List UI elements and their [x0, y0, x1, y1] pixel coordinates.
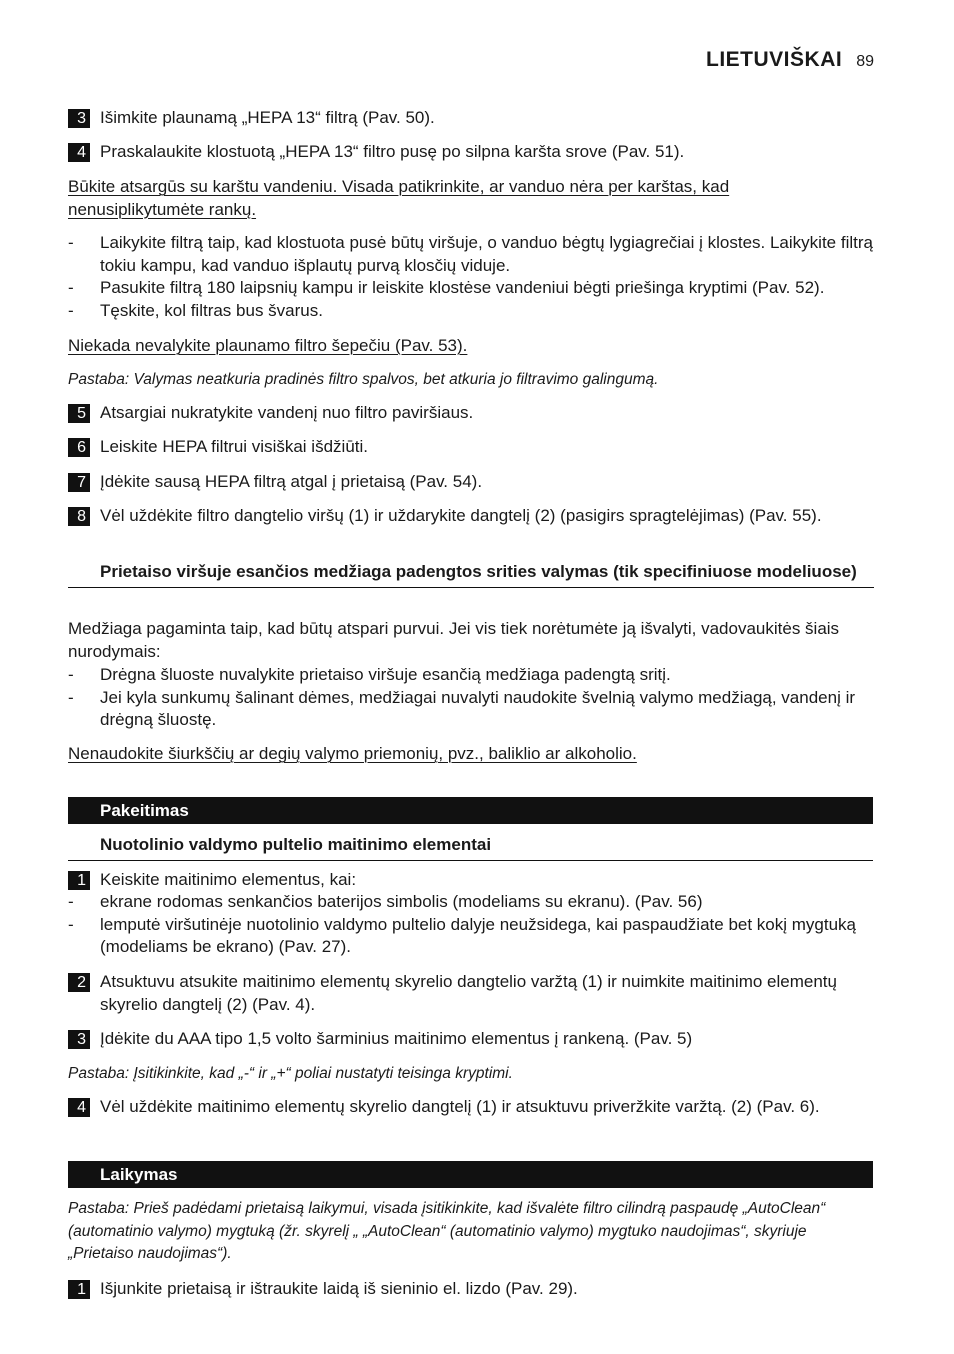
step-text: Įdėkite du AAA tipo 1,5 volto šarminius maitinimo elementus į rankeną. (Pav. 5) — [100, 1029, 693, 1048]
section-heading-replacement: Pakeitimas — [68, 797, 873, 824]
step-number: 7 — [68, 473, 90, 492]
step-5 — [68, 402, 874, 425]
list-item: - Drėgna šluoste nuvalykite prietaiso viršuje esančią medžiaga padengtą sritį. — [68, 664, 874, 687]
step-2-open-compartment — [68, 971, 874, 1016]
list-item: - Tęskite, kol filtras bus švarus. — [68, 300, 874, 323]
list-item: - Jei kyla sunkumų šalinant dėmes, medžiagai nuvalyti naudokite švelnią valymo medžiagą, vandenį ir drėgną šluostę. — [68, 687, 874, 732]
step-number: 2 — [68, 973, 90, 992]
step-3-insert-batteries — [68, 1028, 874, 1051]
step-number: 3 — [68, 1030, 90, 1049]
step-4-rinse-filter — [68, 141, 874, 164]
hot-water-warning — [68, 176, 874, 221]
fabric-intro: Medžiaga pagaminta taip, kad būtų atspari purvui. Jei vis tiek norėtumėte ją išvalyti, vadovaukitės šiais nurodymais: — [68, 619, 840, 661]
step-number: 8 — [68, 507, 90, 526]
fabric-cleaning-heading: Prietaiso viršuje esančios medžiaga padengtos srities valymas (tik specifiniuose modeliuose) — [68, 561, 874, 588]
step-text: Vėl uždėkite maitinimo elementų skyrelio dangtelį (1) ir atsuktuvu priveržkite varžtą. (2) (Pav. 6). — [100, 1097, 820, 1116]
step-text: Praskalaukite klostuotą „HEPA 13“ filtro pusę po silpna karšta srove (Pav. 51). — [100, 142, 685, 161]
step-number: 6 — [68, 438, 90, 457]
step-8 — [68, 505, 874, 528]
step-number: 1 — [68, 1280, 90, 1299]
step-3-remove-filter — [68, 107, 874, 130]
list-item: - Laikykite filtrą taip, kad klostuota pusė būtų viršuje, o vanduo bėgtų lygiagrečiai į klostes. Laikykite filtrą tokiu kampu, kad vanduo išplautų purvą klosčių viduje. — [68, 232, 874, 277]
polarity-note: Pastaba: Įsitikinkite, kad „-“ ir „+“ poliai nustatyti teisinga kryptimi. — [68, 1065, 513, 1082]
storage-note: Pastaba: Prieš padėdami prietaisą laikymui, visada įsitikinkite, kad išvalėte filtro cilindrą paspaudę „AutoClean“ (automatinio valymo) mygtuką (žr. skyrelį „ „AutoClean“ (automatinio valymo) mygtuko naudojimas“, skyriuje „Prietaiso naudojimas“). — [68, 1200, 826, 1262]
step-number: 1 — [68, 871, 90, 890]
warning-line-1: Būkite atsargūs su karštu vandeniu. Visada patikrinkite, ar vanduo nėra per karštas, kad — [68, 177, 730, 196]
section-heading-storage: Laikymas — [68, 1161, 873, 1188]
fabric-instructions — [68, 664, 874, 732]
step-1-unplug — [68, 1278, 874, 1301]
step-number: 3 — [68, 109, 90, 128]
page-header — [706, 48, 874, 72]
step-text: Vėl uždėkite filtro dangtelio viršų (1) ir uždarykite dangtelį (2) (pasigirs spragtelėjimas) (Pav. 55). — [100, 506, 822, 525]
list-item: - ekrane rodomas senkančios baterijos simbolis (modeliams su ekranu). (Pav. 56) — [68, 891, 874, 914]
step-text: Atsuktuvu atsukite maitinimo elementų skyrelio dangtelio varžtą (1) ir nuimkite maitinimo elementų skyrelio dangtelį (2) (Pav. 4). — [100, 972, 837, 1014]
step-7 — [68, 471, 874, 494]
brush-warning: Niekada nevalykite plaunamo filtro šepečiu (Pav. 53). — [68, 336, 468, 355]
step-text: Išimkite plaunamą „HEPA 13“ filtrą (Pav. 50). — [100, 108, 435, 127]
remote-batteries-heading: Nuotolinio valdymo pultelio maitinimo elementai — [68, 834, 873, 861]
page-number: 89 — [856, 53, 874, 70]
list-item: - lemputė viršutinėje nuotolinio valdymo pultelio dalyje neužsidega, kai paspaudžiate bet kokį mygtuką (modeliams be ekrano) (Pav. 27). — [68, 914, 874, 959]
battery-conditions — [68, 891, 874, 959]
step-text: Išjunkite prietaisą ir ištraukite laidą iš sieninio el. lizdo (Pav. 29). — [100, 1279, 578, 1298]
step-number: 4 — [68, 143, 90, 162]
cleaning-note: Pastaba: Valymas neatkuria pradinės filtro spalvos, bet atkuria jo filtravimo galingumą. — [68, 371, 659, 388]
step-6 — [68, 436, 874, 459]
step-4-close-compartment — [68, 1096, 874, 1119]
step-text: Leiskite HEPA filtrui visiškai išdžiūti. — [100, 437, 368, 456]
step-text: Keiskite maitinimo elementus, kai: — [100, 870, 357, 889]
warning-line-2: nenusiplikytumėte rankų. — [68, 199, 257, 219]
list-item: - Pasukite filtrą 180 laipsnių kampu ir leiskite klostėse vandeniui bėgti priešinga kryptimi (Pav. 52). — [68, 277, 874, 300]
step-number: 4 — [68, 1098, 90, 1117]
step-text: Atsargiai nukratykite vandenį nuo filtro paviršiaus. — [100, 403, 474, 422]
language-label: LIETUVIŠKAI — [706, 48, 843, 71]
step-number: 5 — [68, 404, 90, 423]
rinse-instructions — [68, 232, 874, 322]
abrasive-warning: Nenaudokite šiurkščių ar degių valymo priemonių, pvz., baliklio ar alkoholio. — [68, 744, 637, 763]
step-1-replace-batteries — [68, 869, 874, 892]
step-text: Įdėkite sausą HEPA filtrą atgal į prietaisą (Pav. 54). — [100, 472, 483, 491]
